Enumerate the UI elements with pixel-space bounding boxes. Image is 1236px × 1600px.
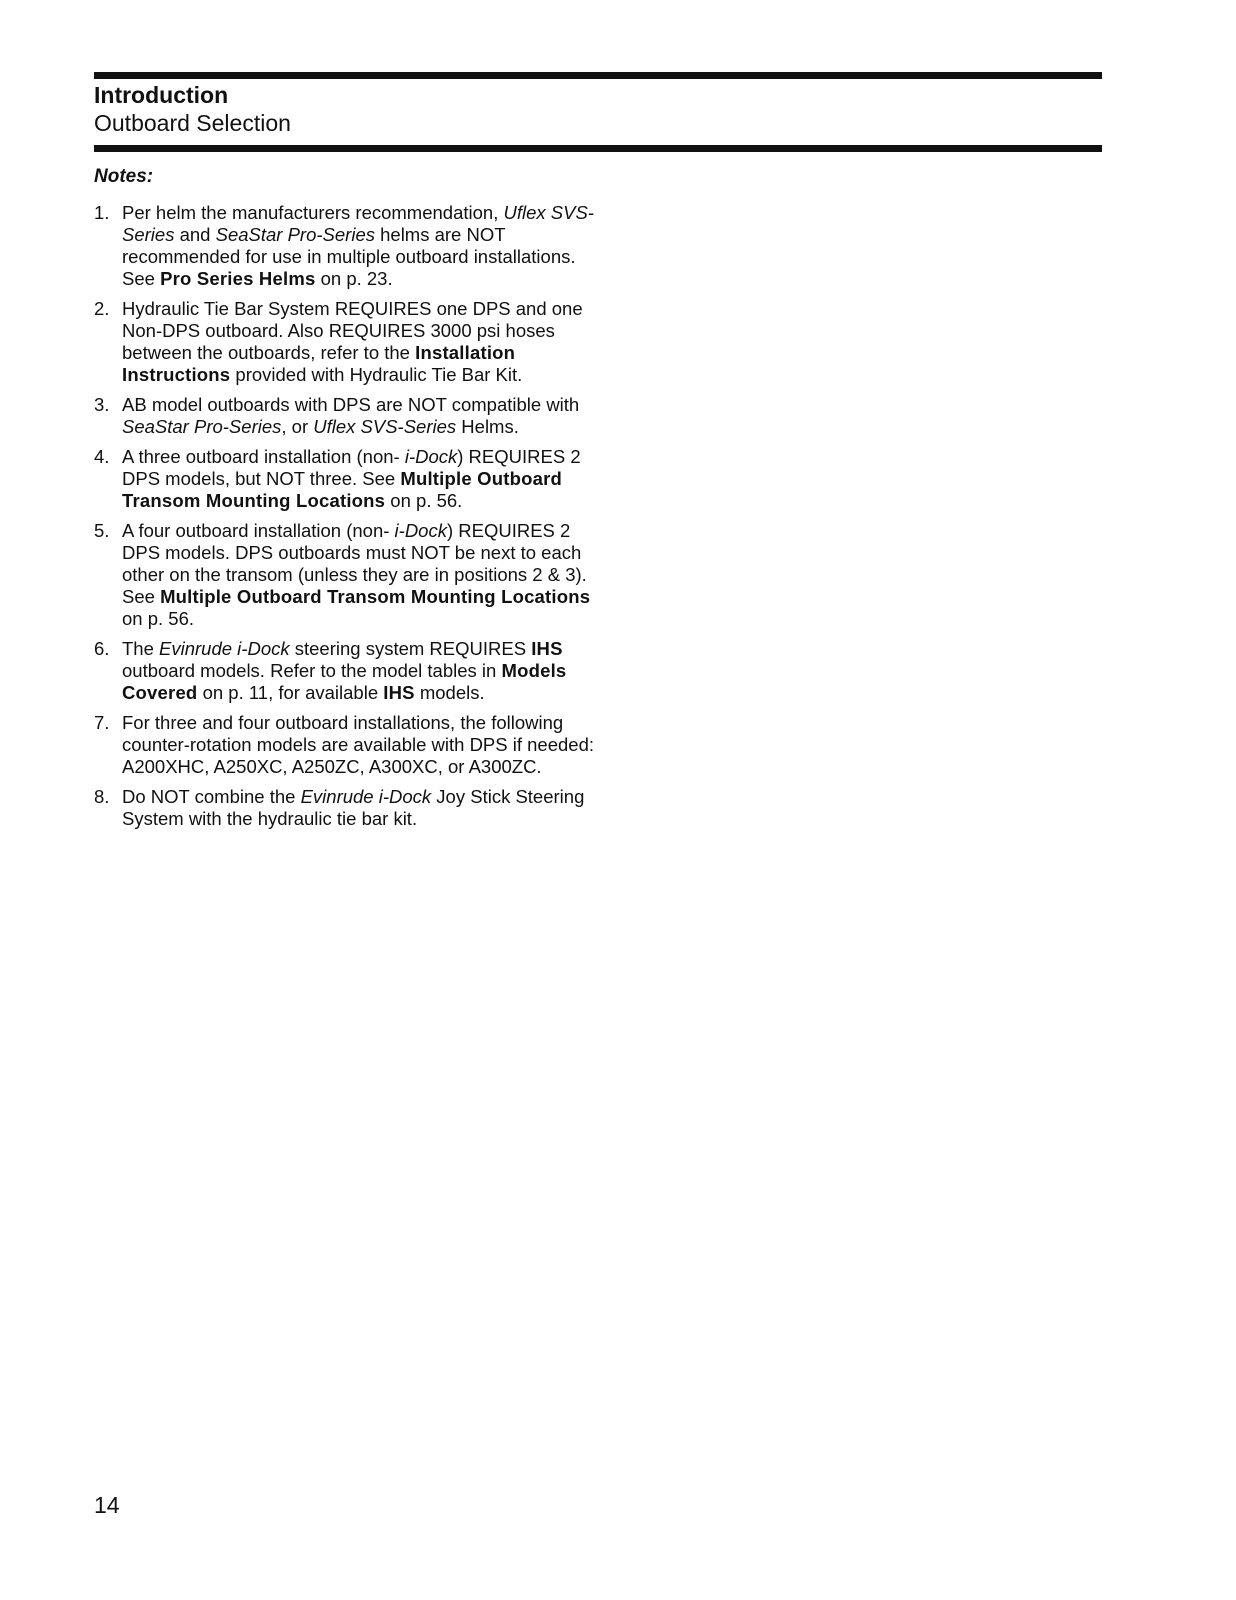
note-text <box>122 712 594 777</box>
note-item <box>94 202 594 290</box>
product-name-text: SeaStar Pro-Series <box>215 224 375 245</box>
cross-reference-text: IHS <box>531 638 563 659</box>
note-number: 3. <box>94 394 110 415</box>
note-text <box>122 638 566 703</box>
product-name-text: i-Dock <box>394 520 447 541</box>
note-text-segment: on p. 56. <box>122 608 195 629</box>
note-text-segment: AB model outboards with DPS are NOT compatible with <box>122 394 580 415</box>
header-bottom-rule <box>94 145 1102 152</box>
note-text-segment: Per helm the manufacturers recommendation, <box>122 202 504 223</box>
note-item <box>94 638 594 704</box>
note-text-segment: ) REQUIRES 2 DPS models. DPS outboards must NOT be next to each other on the transom (unless they are in positions 2 & 3). See <box>122 520 587 607</box>
note-text-segment: steering system REQUIRES <box>289 638 532 659</box>
note-text-segment: ) REQUIRES 2 DPS models, but NOT three. See <box>122 446 581 489</box>
note-text-segment: Joy Stick Steering System with the hydraulic tie bar kit. <box>122 786 585 829</box>
cross-reference-text: Models Covered <box>122 660 567 703</box>
note-text <box>122 202 594 289</box>
note-text-segment: For three and four outboard installations, the following counter-rotation models are available with DPS if needed: A200XHC, A250XC, A250ZC, A300XC, or A300ZC. <box>122 712 595 777</box>
note-text <box>122 394 579 437</box>
cross-reference-text: Pro Series Helms <box>160 268 316 289</box>
note-number: 5. <box>94 520 110 541</box>
note-text-segment: Helms. <box>456 416 519 437</box>
note-text-segment: and <box>174 224 216 245</box>
note-number: 1. <box>94 202 110 223</box>
note-text <box>122 446 581 511</box>
note-number: 7. <box>94 712 110 733</box>
note-text <box>122 786 584 829</box>
note-text <box>122 520 590 629</box>
note-text-segment: on p. 23. <box>315 268 393 289</box>
note-text-segment: outboard models. Refer to the model tables in <box>122 660 502 681</box>
cross-reference-text: IHS <box>383 682 415 703</box>
product-name-text: SeaStar Pro-Series <box>122 416 282 437</box>
note-item <box>94 786 594 830</box>
note-text-segment: A three outboard installation (non- <box>122 446 405 467</box>
notes-list <box>94 202 594 838</box>
section-title: Introduction <box>94 82 229 108</box>
product-name-text: i-Dock <box>404 446 458 467</box>
note-text-segment: Hydraulic Tie Bar System REQUIRES one DPS and one Non-DPS outboard. Also REQUIRES 3000 psi hoses between the outboards, refer to the <box>122 298 583 363</box>
header-top-rule <box>94 72 1102 79</box>
note-item <box>94 446 594 512</box>
note-text-segment: A four outboard installation (non- <box>122 520 395 541</box>
product-name-text: Evinrude i-Dock <box>300 786 432 807</box>
note-text-segment: models. <box>414 682 485 703</box>
note-number: 2. <box>94 298 110 319</box>
cross-reference-text: Installation Instructions <box>122 342 516 385</box>
page-number: 14 <box>94 1492 120 1518</box>
note-text-segment: on p. 11, for available <box>197 682 384 703</box>
note-item <box>94 298 594 386</box>
product-name-text: Uflex SVS-Series <box>122 202 594 245</box>
cross-reference-text: Multiple Outboard Transom Mounting Locations <box>122 468 562 511</box>
note-text-segment: helms are NOT recommended for use in multiple outboard installations. See <box>122 224 576 289</box>
note-text-segment: The <box>122 638 160 659</box>
note-item <box>94 712 594 778</box>
note-text <box>122 298 583 385</box>
product-name-text: Evinrude i-Dock <box>159 638 290 659</box>
note-text-segment: on p. 56. <box>385 490 463 511</box>
notes-label: Notes: <box>94 166 154 187</box>
note-text-segment: Do NOT combine the <box>122 786 301 807</box>
note-number: 4. <box>94 446 110 467</box>
note-item <box>94 520 594 630</box>
note-number: 6. <box>94 638 110 659</box>
section-subtitle: Outboard Selection <box>94 110 291 136</box>
product-name-text: Uflex SVS-Series <box>313 416 457 437</box>
note-text-segment: provided with Hydraulic Tie Bar Kit. <box>230 364 523 385</box>
note-text-segment: , or <box>281 416 314 437</box>
cross-reference-text: Multiple Outboard Transom Mounting Locations <box>160 586 591 607</box>
note-number: 8. <box>94 786 110 807</box>
note-item <box>94 394 594 438</box>
